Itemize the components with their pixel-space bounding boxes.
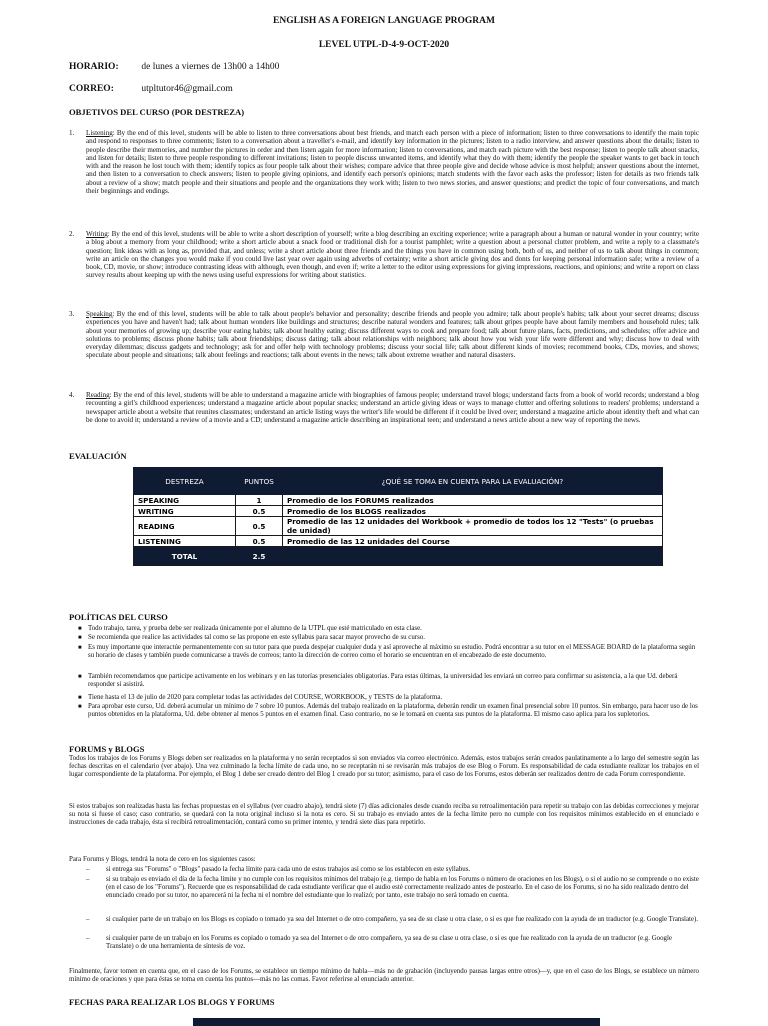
- policy-bullet: ■ Todo trabajo, tarea, y prueba debe ser realizada únicamente por el alumno de la UTPL que esté matriculado en esta clase.: [78, 625, 422, 632]
- horario-label: HORARIO:: [69, 62, 119, 72]
- zero-grade-case: – si su trabajo es enviado el día de la fecha límite y no cumple con los requisitos mínimos del trabajo (e.g. tiempo de habla en los Forums o número de oraciones en los Blogs), o si el audio no se comprende o no existe (en el caso de los "Forums"). Recuerde que es responsabilidad de cada estudiante verificar que el audio esté correctamente realizado antes de postearlo. En el caso de los Forums, si no ha sido realizado dentro del enunciado creado por su tutor, no aparecerá ni la fecha ni el nombre del estudiante que lo realizó; por tanto, este trabajo no será tomado en cuenta.: [86, 876, 699, 900]
- table-row: [134, 506, 663, 517]
- objective-label: Speaking: [86, 310, 113, 318]
- table-cell: Promedio de los FORUMS realizados: [283, 495, 663, 506]
- table-total-row: [134, 547, 663, 566]
- column-header: DESTREZA: [134, 468, 236, 495]
- table-row: [134, 517, 663, 536]
- table-cell: Promedio de las 12 unidades del Workbook + promedio de todos los 12 "Tests" (o pruebas de unidad): [283, 517, 663, 536]
- evaluacion-title: EVALUACIÓN: [69, 451, 127, 461]
- table-cell: 1: [236, 495, 283, 506]
- bullet-icon: ■: [78, 695, 82, 701]
- table-header-row: [134, 468, 663, 495]
- policy-bullet: ■ Tiene hasta el 13 de julio de 2020 para completar todas las actividades del COURSE, WORKBOOK, y TESTS de la plataforma.: [78, 694, 443, 701]
- bullet-icon: ■: [78, 635, 82, 641]
- forums-paragraph-4: Finalmente, favor tomen en cuenta que, en el caso de los Forums, se establece un tiempo mínimo de habla—más no de grabación (incluyendo pausas largas entre otros)—y, que en el caso de los Blogs, se establece un número mínimo de oraciones y que para éstas se toma en cuenta los puntos—más no las comas. Favor referirse al enunciado anterior.: [69, 968, 699, 984]
- table-cell: WRITING: [134, 506, 236, 517]
- forums-paragraph-2: Si estos trabajos son realizadas hasta las fechas propuestas en el syllabus (ver cuadro abajo), tendrá siete (7) días adicionales desde cuando reciba su retroalimentación para repetir su trabajo con las debidas correcciones y mejorar su nota si fuese el caso; caso contrario, se quedará con la nota original incluso si la nota es cero. Si su trabajo es enviado antes de la fecha límite pero no cumple con los requisitos mínimos establecido en el enunciado e instrucciones de cada trabajo, ésta sí recibirá retroalimentación, contará como su primer intento, y tendrá siete días para repetirlo.: [69, 803, 699, 827]
- fechas-title: FECHAS PARA REALIZAR LOS BLOGS Y FORUMS: [69, 997, 275, 1007]
- program-title: ENGLISH AS A FOREIGN LANGUAGE PROGRAM: [273, 16, 495, 26]
- table-row: [134, 536, 663, 547]
- zero-grade-case: – si cualquier parte de un trabajo en los Blogs es copiado o tomado ya sea del Internet o de otro compañero, ya sea de su clase u otra clase, o si es que fue realizado con la ayuda de un traductor (e.g. Google Translate).: [86, 916, 699, 923]
- bullet-icon: ■: [78, 626, 82, 632]
- horario-value: de lunes a viernes de 13h00 a 14h00: [141, 62, 280, 72]
- total-value: 2.5: [236, 547, 283, 566]
- zero-grade-case: – si cualquier parte de un trabajo en los Forums es copiado o tomado ya sea del Internet o de otro compañero, ya sea de su clase u otra clase, o si es que fue realizado con la ayuda de un traductor (e.g. Google Translate) o de una herramienta de síntesis de voz.: [86, 935, 672, 951]
- zero-grade-case: – si entrega sus "Forums" o "Blogs" pasado la fecha límite para cada uno de estos trabajos así como se los establecen en este syllabus.: [86, 866, 471, 873]
- objective-reading: [69, 391, 699, 424]
- politicas-title: POLÍTICAS DEL CURSO: [69, 612, 168, 622]
- horario-row: [69, 62, 279, 72]
- forums-paragraph-3: Para Forums y Blogs, tendrá la nota de cero en los siguientes casos:: [69, 856, 256, 863]
- table-cell: Promedio de las 12 unidades del Course: [283, 536, 663, 547]
- column-header: ¿QUÉ SE TOMA EN CUENTA PARA LA EVALUACIÓN?: [283, 468, 663, 495]
- objective-label: Writing: [86, 230, 108, 238]
- objective-speaking: [69, 310, 699, 360]
- objective-writing: [69, 230, 699, 280]
- dates-table-header-bar: [193, 1018, 600, 1026]
- level-title: LEVEL UTPL-D-4-9-OCT-2020: [318, 40, 450, 50]
- table-cell: READING: [134, 517, 236, 536]
- table-row: [134, 495, 663, 506]
- evaluation-table: [133, 467, 663, 566]
- objetivos-title: OBJETIVOS DEL CURSO (POR DESTREZA): [69, 107, 245, 117]
- total-label: TOTAL: [134, 547, 236, 566]
- table-cell: 0.5: [236, 506, 283, 517]
- objective-label: Reading: [86, 391, 110, 399]
- column-header: PUNTOS: [236, 468, 283, 495]
- correo-label: CORREO:: [69, 84, 114, 94]
- objective-listening: [69, 129, 699, 195]
- table-cell: Promedio de los BLOGS realizados: [283, 506, 663, 517]
- correo-row: [69, 84, 233, 94]
- objective-label: Listening: [86, 129, 113, 137]
- objective-number: 4.: [69, 391, 75, 399]
- forums-title: FORUMS y BLOGS: [69, 744, 145, 754]
- objective-text: : By the end of this level, students will be able to understand a magazine article with biographies of famous people; understand travel blogs; understand facts from a book of world records; understand a blog recounting a girl's childhood experiences; understand a magazine article about popular snacks; understand an article giving ideas or ways to manage clutter and offering solutions to readers' problems; understand a newspaper article about a website that reunites classmates; understand an article listing ways the writer's life would be different if it could be lived over; understand a magazine article about identity theft and what can be done to avoid it; understand a review of a movie and a CD; understand a magazine article describing an inspirational teen; and understand a news article about a new way of reporting the news.: [86, 391, 699, 424]
- objective-number: 1.: [69, 129, 75, 137]
- forums-paragraph-1: Todos los trabajos de los Forums y Blogs deben ser realizados en la plataforma y no serán receptados si son enviados vía correo electrónico. Además, estos trabajos serán creados paulatinamente a lo largo del semestre según las fechas descritas en el calendario (ver abajo). Una vez culminado la fecha límite de cada uno, no se receptarán ni se revisarán más trabajos de ese Blog o Forum. Es responsabilidad de cada estudiante realizar los trabajos en el lugar correspondiente de la plataforma. Por ejemplo, el Blog 1 debe ser creado dentro del Blog 1 creado por su tutor; asimismo, para el caso de los Forums, estos deberán ser realizados dentro de cada Forum correspondiente.: [69, 755, 699, 779]
- bullet-icon: ■: [78, 674, 82, 680]
- objective-text: : By the end of this level, students will be able to listen to three conversations about best friends, and match each person with a piece of information; listen to three conversations to identify the main topic and respond to responses to three comments; listen to a conversation about a traveller's e-mail, and identify key information in the pictures; listen to a radio interview, and answer questions about the details; listen to people describe their memories, and number the pictures in order and then listen again for more information; listen to conversations, and match each picture with the best response; listen to people talk about snacks, and listen for details; listen to three people responding to different invitations; listen to people discuss unwanted items, and identify what they do with them; identify the people the speaker wants to get back in touch with and the reason he lost touch with them; identify topics as four people talk about their wishes; compare advice that three people give and decide whose advice is most helpful; answer questions about the internet, and then listen to a conversation to check answers; listen to people giving opinions, and identify each person's opinions; match students with the favor each asks the professor; listen for details as two friends talk about a review of a show; match people and their situations and people and the organizations they work with; listen to two news stories, and answer questions; and predict the topic of four conversations, and match their beginnings and endings.: [86, 129, 699, 196]
- correo-value: utpltutor46@gmail.com: [141, 84, 233, 94]
- table-cell: 0.5: [236, 517, 283, 536]
- bullet-icon: ■: [78, 704, 82, 710]
- policy-bullet: ■ Es muy importante que interactúe permanentemente con su tutor para que pueda despejar cualquier duda y así aproveche al máximo su estudio. Podrá encontrar a su tutor en el MESSAGE BOARD de la plataforma según su horario de clases y también puede comunicarse a través de correos; tanto la dirección de correo como el horario se encuentran en el encabezado de este documento.: [78, 644, 696, 660]
- objective-number: 3.: [69, 310, 75, 318]
- table-cell: SPEAKING: [134, 495, 236, 506]
- objective-text: : By the end of this level, students will be able to talk about people's behavior and personality; describe friends and people you admire; talk about people's habits; talk about your secret dreams; discuss experiences you have and haven't had; talk about human wonders like buildings and structures; describe natural wonders and features; talk about gripes people have about family members and household rules; talk about your memories of growing up; describe your eating habits; talk about healthy eating; discuss different ways to cook and prepare food; talk about future plans, facts, predictions, and schedules; offer advice and solutions to problems; discuss phone habits; talk about friendships; discuss dating; talk about relationships with neighbors; talk about how you wish your life were different and why; discuss how to deal with everyday dilemmas; discuss gadgets and technology; ask for and offer help with technology problems; discuss your social life; talk about different kinds of movies; recommend books, CDs, movies, and shows; speculate about people and situations; talk about feelings and reactions; talk about events in the news; talk about extreme weather and natural disasters.: [86, 310, 699, 360]
- policy-bullet: ■ También recomendamos que participe activamente en los webinars y en las tutorías presenciales obligatorias. Para estas últimas, la universidad les enviará un correo para confirmar su asistencia, a la que Ud. deberá responder si asistirá.: [78, 673, 678, 689]
- table-cell: LISTENING: [134, 536, 236, 547]
- policy-bullet: ■ Para aprobar este curso, Ud. deberá acumular un mínimo de 7 sobre 10 puntos. Además del trabajo realizado en la plataforma, deberán rendir un examen final presencial sobre 10 puntos. Sin embargo, para hacer uso de los puntos obtenidos en la plataforma, Ud. debe obtener al menos 5 puntos en el examen final. Caso contrario, no se le tomará en cuenta sus puntos de la plataforma. El mismo caso aplica para los supletorios.: [78, 703, 698, 719]
- table-cell: [283, 547, 663, 566]
- table-cell: 0.5: [236, 536, 283, 547]
- bullet-icon: ■: [78, 645, 82, 651]
- policy-bullet: ■ Se recomienda que realice las actividades tal como se las propone en este syllabus para sacar mayor provecho de su curso.: [78, 634, 425, 641]
- objective-text: : By the end of this level, students will be able to write a short description of yourself; write a blog describing an exciting experience; write a paragraph about a human or natural wonder in your country; write a blog about a memory from your childhood; write a short article about a snack food or traditional dish for a tourist pamphlet; write a question about a personal clutter problem, and write a reply to a classmate's question; link ideas with as long as, provided that, and unless; write a short article about three friends and the things you have in common using both, both of us, and neither of us to talk about things in common; write an article on the changes you would make if you could live last year over again using adverbs of certainty; write a short article giving dos and donts for keeping personal information safe; write a review of a book, CD, movie, or show; introduce contrasting ideas with although, even though, and even if; write a letter to the editor using expressions for giving impressions, reactions, and opinions; and write a report on class survey results about keeping up with the news using useful expressions for writing about statistics.: [86, 230, 699, 280]
- objective-number: 2.: [69, 230, 75, 238]
